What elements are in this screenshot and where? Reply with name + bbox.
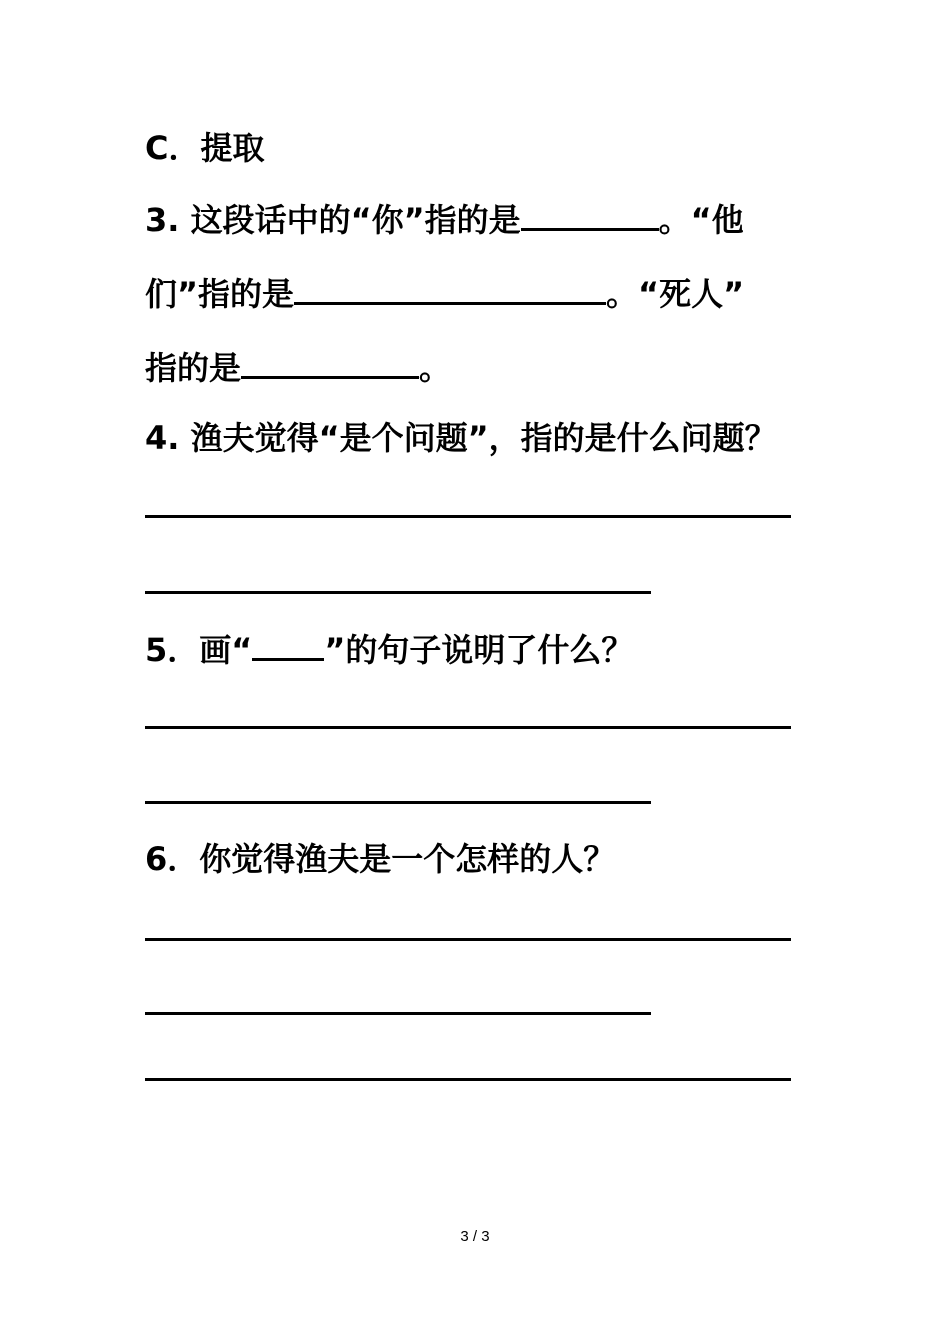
answer-line[interactable]	[145, 1078, 791, 1081]
question-3-text: 3. 这段话中的“你”指的是	[145, 201, 521, 239]
question-4: 4. 渔夫觉得“是个问题”，指的是什么问题？	[145, 419, 777, 457]
question-3-text: 。“他	[658, 201, 744, 239]
answer-line[interactable]	[145, 726, 791, 729]
blank-they[interactable]	[294, 272, 606, 305]
answer-line[interactable]	[145, 515, 791, 518]
question-3-line-1	[145, 198, 744, 240]
blank-you[interactable]	[521, 198, 659, 231]
question-3-line-2	[145, 272, 744, 314]
question-3-line-3	[145, 346, 451, 388]
question-3-text: 。	[419, 349, 452, 387]
question-3-text: 指的是	[145, 349, 242, 387]
question-5-text: ”的句子说明了什么？	[324, 631, 634, 669]
blank-dead-man[interactable]	[241, 346, 419, 379]
question-5	[145, 628, 633, 670]
question-6: 6．你觉得渔夫是一个怎样的人？	[145, 840, 616, 878]
option-c: C．提取	[145, 129, 265, 167]
question-3-text: 们”指的是	[145, 275, 295, 313]
question-5-text: 5．画“	[145, 631, 253, 669]
answer-line[interactable]	[145, 1012, 651, 1015]
answer-line[interactable]	[145, 938, 791, 941]
answer-line[interactable]	[145, 591, 651, 594]
answer-line[interactable]	[145, 801, 651, 804]
question-3-text: 。“死人”	[606, 275, 745, 313]
page-number: 3 / 3	[460, 1228, 490, 1245]
underline-mark	[252, 628, 324, 661]
